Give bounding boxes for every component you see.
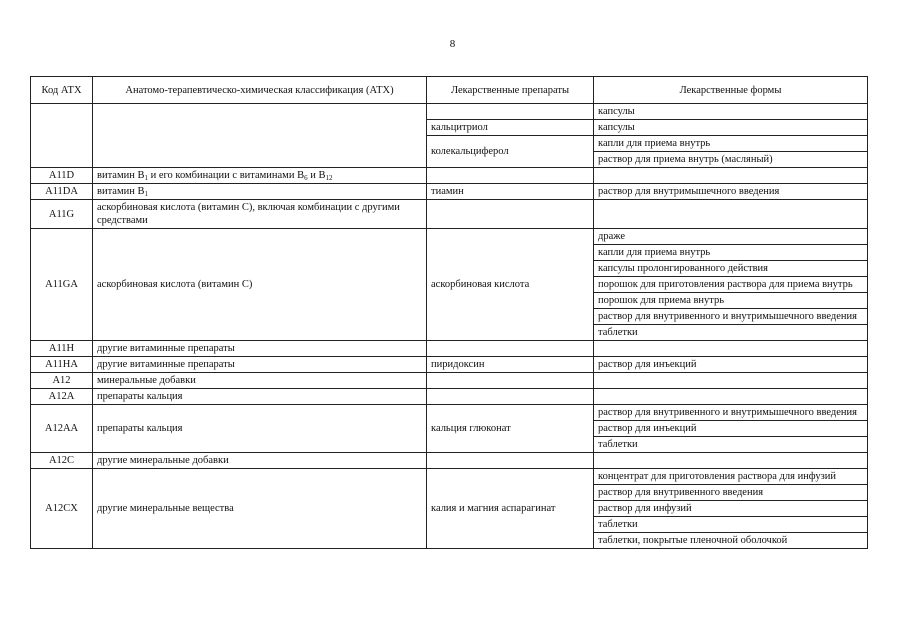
drug-cell (427, 168, 594, 184)
drug-cell: тиамин (427, 184, 594, 200)
drug-cell (427, 200, 594, 229)
atc-code-cell: A11DA (31, 184, 93, 200)
dosage-form-cell (594, 373, 868, 389)
dosage-form-cell: таблетки (594, 437, 868, 453)
drug-cell (427, 373, 594, 389)
dosage-form-cell: раствор для инъекций (594, 421, 868, 437)
dosage-form-cell: порошок для приготовления раствора для приема внутрь (594, 277, 868, 293)
classification-cell (93, 104, 427, 168)
dosage-form-cell: капли для приема внутрь (594, 245, 868, 261)
header-drugs: Лекарственные препараты (427, 77, 594, 104)
drug-cell: пиридоксин (427, 357, 594, 373)
drug-cell: кальцитриол (427, 120, 594, 136)
classification-cell: витамин $B_1$ и его комбинации с витаминами $B_6$ и $B_{12}$ (93, 168, 427, 184)
header-forms: Лекарственные формы (594, 77, 868, 104)
dosage-form-cell: таблетки (594, 325, 868, 341)
atc-code-cell: A12C (31, 453, 93, 469)
table-header-row (31, 77, 868, 104)
dosage-form-cell: раствор для внутривенного и внутримышечного введения (594, 309, 868, 325)
classification-cell: другие витаминные препараты (93, 341, 427, 357)
atc-code-cell: A12CX (31, 469, 93, 549)
drug-cell: аскорбиновая кислота (427, 229, 594, 341)
table-row (31, 168, 868, 184)
classification-cell: препараты кальция (93, 405, 427, 453)
table-row (31, 453, 868, 469)
drug-cell (427, 453, 594, 469)
atc-table (30, 76, 868, 549)
classification-cell: аскорбиновая кислота (витамин C), включая комбинации с другими средствами (93, 200, 427, 229)
atc-code-cell: A11H (31, 341, 93, 357)
dosage-form-cell (594, 200, 868, 229)
drug-cell: колекальциферол (427, 136, 594, 168)
dosage-form-cell: драже (594, 229, 868, 245)
drug-cell: калия и магния аспарагинат (427, 469, 594, 549)
dosage-form-cell: раствор для инъекций (594, 357, 868, 373)
dosage-form-cell: раствор для внутривенного и внутримышечного введения (594, 405, 868, 421)
atc-code-cell: A11G (31, 200, 93, 229)
dosage-form-cell (594, 389, 868, 405)
atc-code-cell (31, 104, 93, 168)
drug-cell (427, 389, 594, 405)
dosage-form-cell: таблетки (594, 517, 868, 533)
dosage-form-cell: капсулы (594, 104, 868, 120)
atc-code-cell: A12AA (31, 405, 93, 453)
atc-code-cell: A11HA (31, 357, 93, 373)
classification-cell: другие минеральные добавки (93, 453, 427, 469)
dosage-form-cell: капли для приема внутрь (594, 136, 868, 152)
table-row (31, 373, 868, 389)
atc-code-cell: A12A (31, 389, 93, 405)
table-row (31, 469, 868, 485)
table-row (31, 341, 868, 357)
dosage-form-cell: капсулы (594, 120, 868, 136)
header-code: Код АТХ (31, 77, 93, 104)
atc-code-cell: A11D (31, 168, 93, 184)
drug-cell (427, 341, 594, 357)
classification-cell: аскорбиновая кислота (витамин C) (93, 229, 427, 341)
table-row (31, 184, 868, 200)
dosage-form-cell (594, 453, 868, 469)
dosage-form-cell: раствор для инфузий (594, 501, 868, 517)
drug-cell: кальция глюконат (427, 405, 594, 453)
dosage-form-cell: раствор для внутривенного введения (594, 485, 868, 501)
dosage-form-cell: концентрат для приготовления раствора для инфузий (594, 469, 868, 485)
dosage-form-cell (594, 341, 868, 357)
atc-code-cell: A11GA (31, 229, 93, 341)
classification-cell: витамин $B_1$ (93, 184, 427, 200)
table-row (31, 405, 868, 421)
table-row (31, 104, 868, 120)
classification-cell: минеральные добавки (93, 373, 427, 389)
drug-cell (427, 104, 594, 120)
table-row (31, 357, 868, 373)
header-classification: Анатомо-терапевтическо-химическая классификация (АТХ) (93, 77, 427, 104)
atc-code-cell: A12 (31, 373, 93, 389)
classification-cell: другие витаминные препараты (93, 357, 427, 373)
dosage-form-cell: раствор для приема внутрь (масляный) (594, 152, 868, 168)
dosage-form-cell: порошок для приема внутрь (594, 293, 868, 309)
dosage-form-cell: раствор для внутримышечного введения (594, 184, 868, 200)
dosage-form-cell (594, 168, 868, 184)
table-row (31, 389, 868, 405)
dosage-form-cell: таблетки, покрытые пленочной оболочкой (594, 533, 868, 549)
page-number: 8 (449, 38, 456, 50)
table-row (31, 200, 868, 229)
dosage-form-cell: капсулы пролонгированного действия (594, 261, 868, 277)
classification-cell: другие минеральные вещества (93, 469, 427, 549)
table-row (31, 229, 868, 245)
classification-cell: препараты кальция (93, 389, 427, 405)
